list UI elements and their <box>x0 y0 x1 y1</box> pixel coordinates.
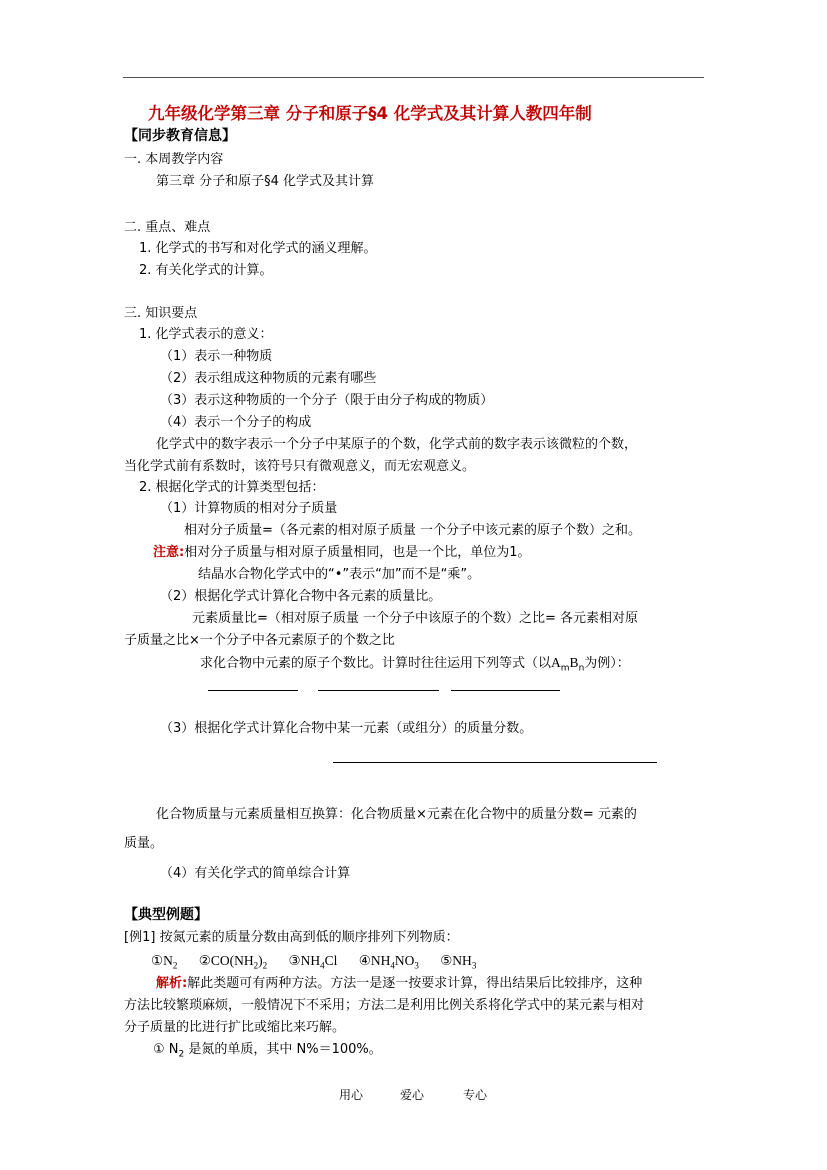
s3-p1-item-2: （2）表示组成这种物质的元素有哪些 <box>160 371 377 386</box>
analysis-line-b: 方法比较繁琐麻烦，一般情况下不采用；方法二是利用比例关系将化学式中的某元素与相对 <box>124 998 645 1013</box>
ratio-sub-n: n <box>578 663 585 674</box>
option-1-text: ①N <box>151 953 173 968</box>
solution-step-1 <box>153 1041 382 1059</box>
s3-para-a: 化学式中的数字表示一个分子中某原子的个数，化学式前的数字表示该微粒的个数， <box>156 437 638 452</box>
example-1-text: 按氮元素的质量分数由高到低的顺序排列下列物质： <box>159 930 459 945</box>
blank-line-4 <box>333 762 657 763</box>
option-3 <box>288 953 338 971</box>
conversion-a: 化合物质量与元素质量相互换算：化合物质量×元素在化合物中的质量分数= 元素的 <box>156 807 637 822</box>
s3-p1-item-4: （4）表示一个分子的构成 <box>160 415 312 430</box>
s3-p1-item-1: （1）表示一种物质 <box>160 349 273 364</box>
option-4-sub-2: 3 <box>414 960 419 971</box>
calc-2-heading: （2）根据化学式计算化合物中各元素的质量比。 <box>160 589 442 604</box>
option-2-close: ) <box>258 953 263 968</box>
ratio-symbol-A: A <box>551 655 561 670</box>
option-5 <box>440 953 477 971</box>
calc-2-formula-b: 子质量之比×一个分子中各元素原子的个数之比 <box>124 633 395 648</box>
section-examples-heading: 【典型例题】 <box>124 907 208 923</box>
step-1-sub: 2 <box>178 1049 185 1060</box>
ratio-sub-m: m <box>560 663 570 674</box>
analysis-label: 解析: <box>156 976 188 991</box>
option-2-sub-2: 2 <box>262 960 268 971</box>
calc-4-heading: （4）有关化学式的简单综合计算 <box>160 866 351 881</box>
option-3-sub: 4 <box>320 960 325 971</box>
option-3-tail: Cl <box>324 953 338 968</box>
s3-heading: 三. 知识要点 <box>124 306 198 321</box>
note-label: 注意: <box>153 545 185 560</box>
conversion-b: 质量。 <box>124 836 164 851</box>
blank-line-1 <box>208 690 298 691</box>
example-1-options <box>151 952 476 970</box>
option-1 <box>151 953 178 971</box>
option-4-sub-1: 4 <box>390 960 395 971</box>
footer-item-2: 爱心 <box>400 1088 425 1102</box>
calc-1-heading: （1）计算物质的相对分子质量 <box>160 501 338 516</box>
option-1-sub: 2 <box>172 960 178 971</box>
s2-item-2: 2. 有关化学式的计算。 <box>139 263 273 278</box>
s3-p1-item-3: （3）表示这种物质的一个分子（限于由分子构成的物质） <box>160 393 494 408</box>
ratio-text-pre: 求化合物中元素的原子个数比。计算时往往运用下列等式（以 <box>200 656 552 671</box>
section-sync-heading: 【同步教育信息】 <box>124 128 236 144</box>
ratio-text-post: 为例）： <box>584 656 630 671</box>
s3-para-b: 当化学式前有系数时，该符号只有微观意义，而无宏观意义。 <box>124 459 476 474</box>
option-2-text: ②CO(NH <box>198 953 254 968</box>
example-1-label: [例1] <box>124 930 156 945</box>
s1-heading: 一. 本周教学内容 <box>124 152 224 167</box>
example-1-question <box>124 929 459 947</box>
s3-p2: 2. 根据化学式的计算类型包括： <box>139 480 325 495</box>
option-4 <box>358 953 419 971</box>
s2-heading: 二. 重点、难点 <box>124 220 211 235</box>
calc-2-ratio-line <box>200 654 630 673</box>
s1-line: 第三章 分子和原子§4 化学式及其计算 <box>156 174 375 189</box>
option-2-sub-1: 2 <box>253 960 259 971</box>
step-1-post: 是氮的单质，其中 N%＝100%。 <box>184 1042 382 1057</box>
document-title: 九年级化学第三章 分子和原子§4 化学式及其计算人教四年制 <box>148 104 592 123</box>
s3-p1: 1. 化学式表示的意义： <box>139 327 273 342</box>
calc-1-formula: 相对分子质量=（各元素的相对原子质量 一个分子中该元素的原子个数）之和。 <box>184 523 642 538</box>
option-5-text: ⑤NH <box>440 953 472 968</box>
note-line <box>153 544 530 562</box>
option-3-text: ③NH <box>288 953 321 968</box>
option-5-sub: 3 <box>471 960 477 971</box>
note-text: 相对分子质量与相对原子质量相同，也是一个比，单位为1。 <box>184 545 531 560</box>
step-1-pre: ① N <box>153 1042 179 1057</box>
footer-item-1: 用心 <box>339 1088 364 1102</box>
footer-item-3: 专心 <box>463 1088 488 1102</box>
option-4-text: ④NH <box>358 953 391 968</box>
calc-2-formula-a: 元素质量比=（相对原子质量 一个分子中该原子的个数）之比= 各元素相对原 <box>192 611 639 626</box>
calc-3-heading: （3）根据化学式计算化合物中某一元素（或组分）的质量分数。 <box>160 721 533 736</box>
blank-line-3 <box>451 690 560 691</box>
option-4-mid: NO <box>394 953 415 968</box>
analysis-line-a <box>156 975 642 993</box>
option-2 <box>198 953 268 971</box>
s2-item-1: 1. 化学式的书写和对化学式的涵义理解。 <box>139 241 377 256</box>
note-line-2: 结晶水合物化学式中的“•”表示“加”而不是“乘”。 <box>198 567 481 582</box>
header-rule <box>123 77 704 78</box>
ratio-symbol-B: B <box>569 655 579 670</box>
analysis-line-c: 分子质量的比进行扩比或缩比来巧解。 <box>124 1020 346 1035</box>
analysis-text-a: 解此类题可有两种方法。方法一是逐一按要求计算，得出结果后比较排序，这种 <box>187 976 643 991</box>
blank-line-2 <box>318 690 439 691</box>
